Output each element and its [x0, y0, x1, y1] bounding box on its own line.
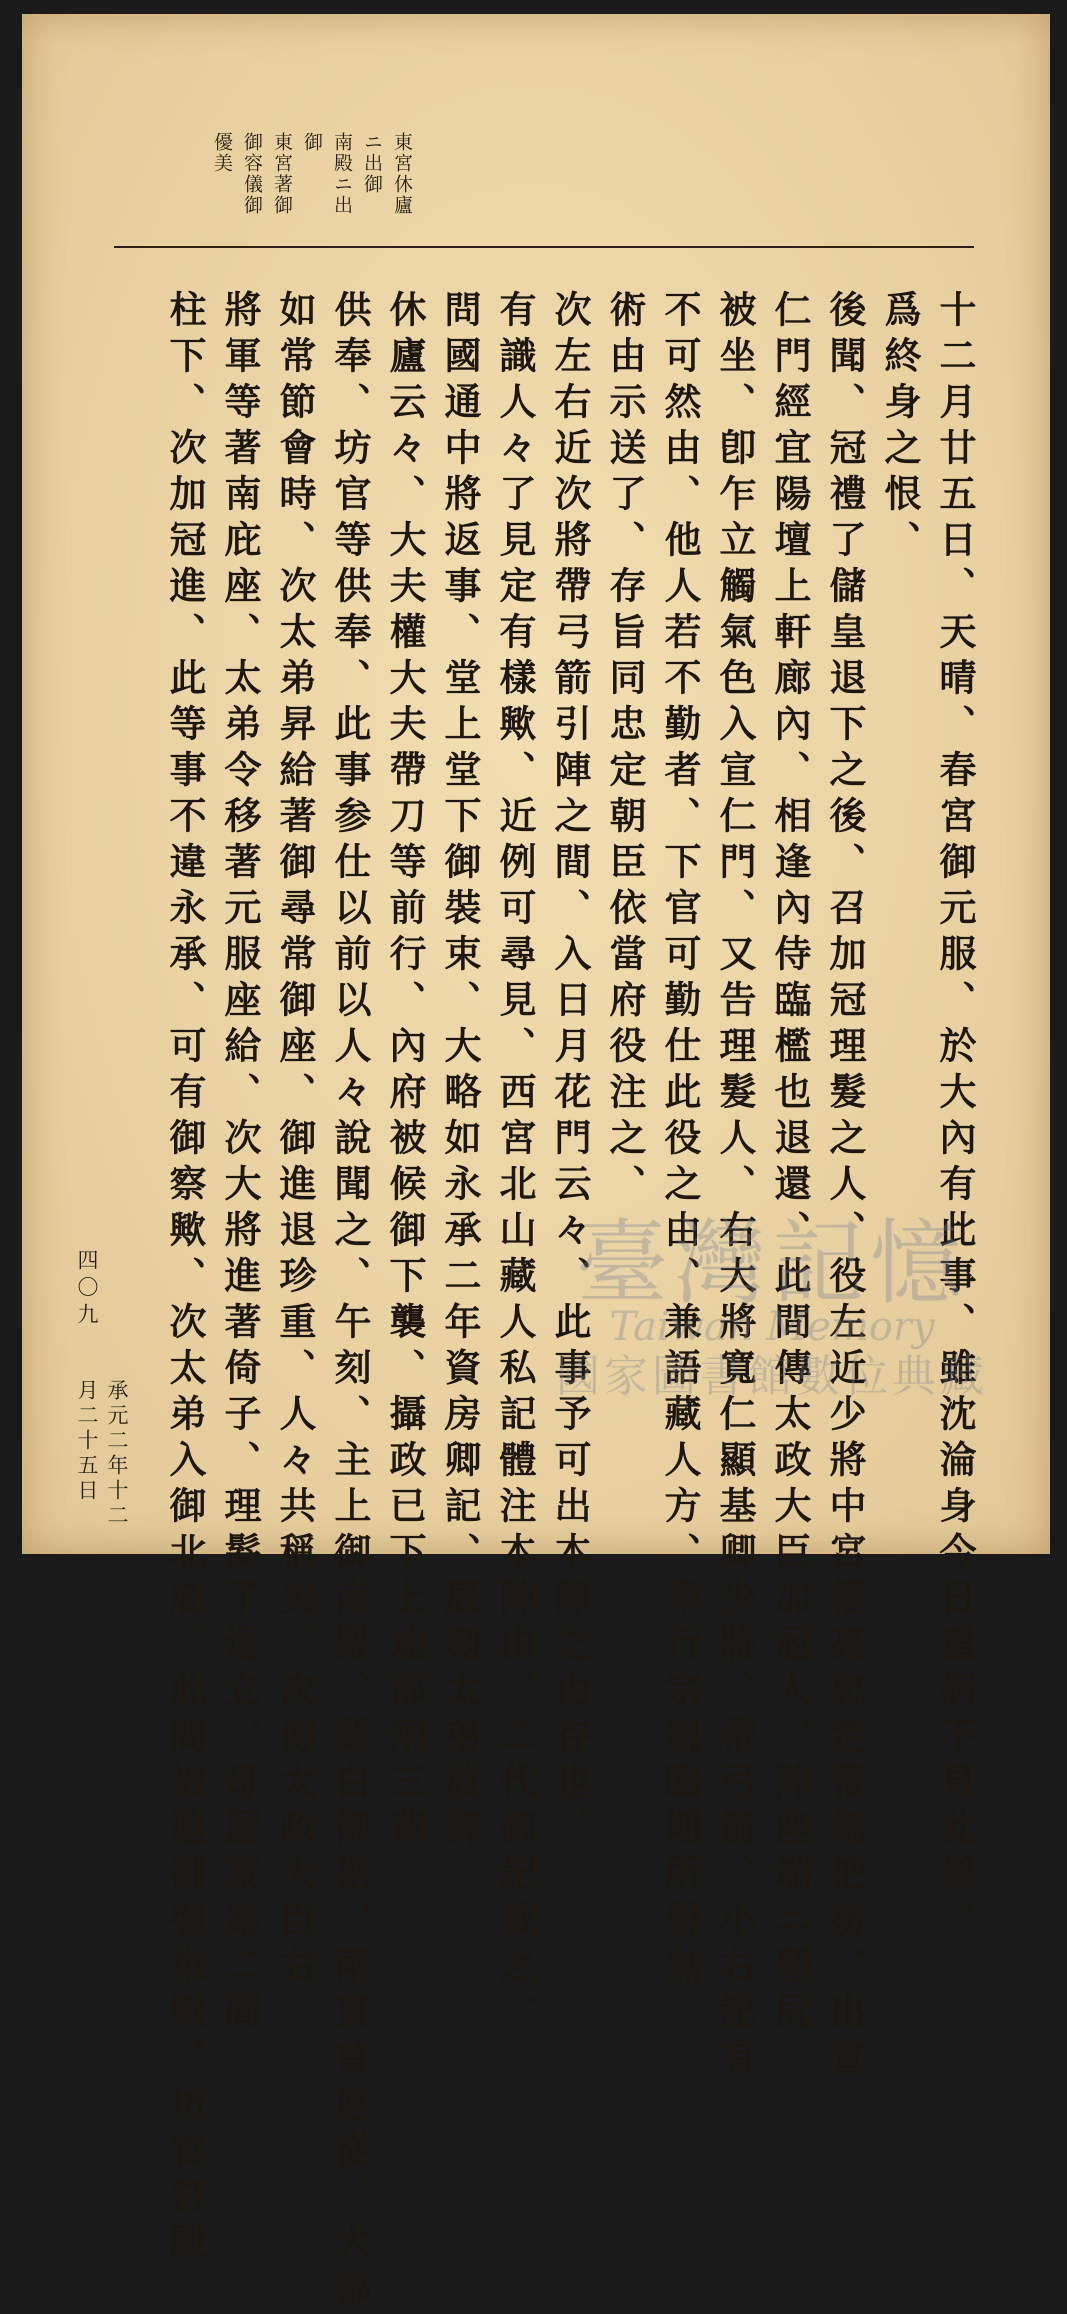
- header-note-line: 御容儀御: [241, 132, 263, 216]
- text-column: 不可然由、他人若不勤者、下官可勤仕此役之由、兼語藏人方、奉行宗親臨期所勞無: [658, 290, 702, 1992]
- header-divider-rule: [114, 246, 974, 248]
- text-column: 將軍等著南庇座、太弟令移著元服座給、次大將進著倚子、理髮了退立、母屋東第二間: [218, 290, 262, 2038]
- header-marginal-notes: [197, 132, 417, 242]
- text-column: 柱下、次加冠進、此等事不違永承、可有御察歟、次太弟入御北庇、此間被進御裝束歟、坊官宮殿: [163, 290, 207, 2268]
- text-column: 次左右近次將帶弓箭引陣之間、入日月花門云々、此事予可出本陣之由存也、: [548, 290, 592, 1854]
- footer-date: 承元二年十二月二十五日: [75, 1379, 129, 1529]
- header-note-line: 東宮休廬: [391, 132, 413, 216]
- header-note-line: 東宮著御: [271, 132, 293, 216]
- text-column: 休廬云々、大夫權大夫帶刀等前行、內府被候御下襲、攝政已下上達部兩三輩: [383, 290, 427, 1854]
- text-column: 有識人々了見定有樣歟、近例可尋見、西宮北山藏人私記體注本陣由、二代御記載之、: [493, 290, 537, 2038]
- text-column: 供奉、坊官等供奉、此事参仕以前以人々說聞之、午刻、主上御南殿、關白御裾、兩貫首扈從、大都: [328, 290, 372, 2314]
- header-note-line: 優美: [211, 132, 233, 174]
- watermark: [527, 1209, 1017, 1429]
- text-column: 十二月廿五日、天晴、春宮御元服、於大內有此事、雖沈淪身今日重病不見此儀、: [933, 290, 977, 1946]
- watermark-chinese: 臺灣記憶: [575, 1210, 968, 1317]
- text-column: 問國通中將返事、堂上堂下御裝束、大略如永承二年資房卿記、辰刻太弟渡御: [438, 290, 482, 1854]
- watermark-english: Taiwan Memory: [609, 1304, 935, 1350]
- header-note-line: 御: [301, 132, 323, 153]
- text-column: 爲終身之恨、: [878, 290, 922, 566]
- text-column: 後聞、冠禮了儲皇退下之後、召加冠理髮之人、役左近少將中宮權亮忠定帶劍把笏、出宣: [823, 290, 867, 2084]
- watermark-institution: 國家圖書館數位典藏: [556, 1351, 988, 1402]
- page-number: 四〇九: [75, 1249, 99, 1330]
- text-column: 被坐、卽乍立觸氣色入宣仁門、又告理髮人、右大將寬仁顯基卿少將、帶弓箭、小右記有: [713, 290, 757, 2084]
- document-page: [22, 14, 1050, 2314]
- text-column: 如常節會時、次太弟昇給著御尋常御座、御進退珍重、人々共稱美、次傳太政大臣右: [273, 290, 317, 1992]
- header-note-line: 南殿ニ出: [331, 132, 353, 216]
- text-column: 仁門經宜陽壇上軒廊內、相逢內侍臨檻也退還、此間傳太政大臣加冠人、陣座端ニ懸尻: [768, 290, 812, 2038]
- header-note-line: ニ出御: [361, 132, 383, 195]
- text-column: 術由示送了、存旨同忠定朝臣依當府役注之、: [603, 290, 647, 1210]
